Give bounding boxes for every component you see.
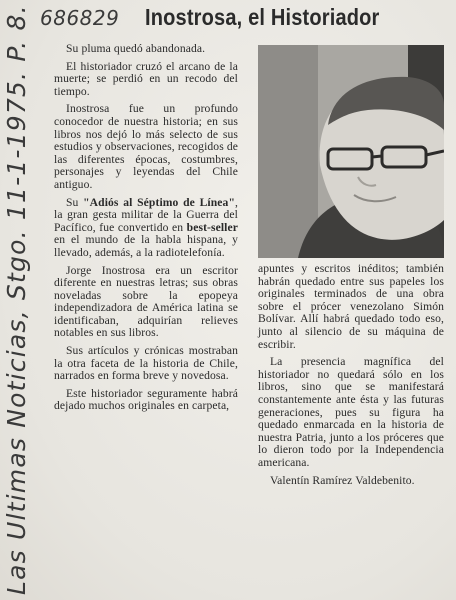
paragraph: La presencia magnífica del historiador no quedará sólo en los libros, sino que se manifestará constantemente ante ésta y las futuras generaciones, pues su figura ha quedado enmarcada en la historia de nuestra Patria, junto a los próceres que lo dieron todo por la Independencia americana. — [258, 355, 444, 469]
handwritten-source-note: Las Ultimas Noticias, Stgo. 11-1-1975. P. 8. — [2, 4, 31, 595]
handwritten-catalog-number: 686829 — [40, 6, 120, 30]
paragraph: El historiador cruzó el arcano de la muerte; se perdió en un recodo del tiempo. — [54, 59, 238, 98]
paragraph: Su pluma quedó abandonada. — [66, 42, 206, 55]
paragraph — [54, 197, 238, 260]
book-title: "Adiós al Séptimo de Línea" — [83, 195, 235, 209]
paragraph: apuntes y escritos inéditos; también habrán quedado entre sus papeles los originales terminados de una obra sobre el prócer venezolano Simón Bolívar. Allí habrá quedado todo eso, junto al silencio de su máquina de escribir. — [258, 262, 444, 351]
text-run: Su — [66, 195, 84, 209]
paragraph: Jorge Inostrosa era un escritor diferente en nuestras letras; sus obras noveladas sobre la epopeya independizadora de América latina se identificaban, adquirían relieves notables en sus libros. — [54, 263, 238, 340]
paragraph: Sus artículos y crónicas mostraban la otra faceta de la historia de Chile, narrados en forma breve y novedosa. — [54, 344, 238, 383]
paragraph: Este historiador seguramente habrá dejado muchos originales en carpeta, — [54, 386, 238, 413]
bestseller-term: best-seller — [186, 220, 238, 234]
article-headline: Inostrosa, el Historiador — [145, 4, 380, 30]
article-right-column — [258, 263, 444, 492]
author-signature: Valentín Ramírez Valdebenito. — [270, 473, 415, 487]
article-left-column — [54, 43, 238, 418]
paragraph: Inostrosa fue un profundo conocedor de nuestra historia; en sus libros nos dejó lo más selecto de sus estudios y observaciones, recogidos de las diferentes épocas, costumbres, personajes y leyendas del Chile antiguo. — [54, 102, 238, 191]
text-run: en el mundo de la habla hispana, y llevado, además, a la radiotelefonía. — [54, 233, 238, 259]
portrait-photo — [258, 45, 444, 258]
text-run: , la gran gesta militar de la Guerra del Pacífico, fue convertido en — [54, 195, 238, 234]
